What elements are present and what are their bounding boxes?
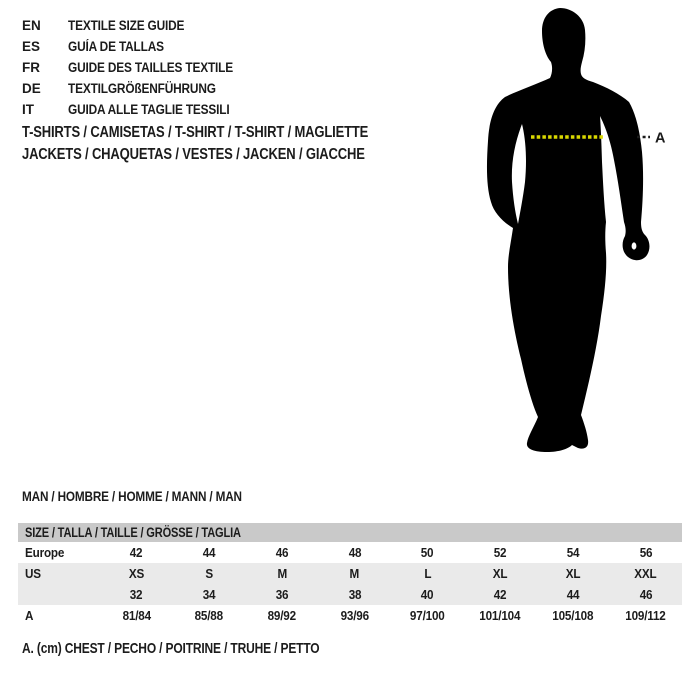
row-label: Europe bbox=[25, 545, 65, 560]
size-table bbox=[18, 523, 682, 626]
language-row-fr bbox=[22, 57, 256, 78]
table-row-chest-a: A 81/84 85/88 89/92 93/96 97/100 101/104 105/108 109/112 bbox=[18, 605, 682, 626]
size-table-header: SIZE / TALLA / TAILLE / GRÖSSE / TAGLIA bbox=[18, 523, 682, 542]
category-jackets: JACKETS / CHAQUETAS / VESTES / JACKEN / GIACCHE bbox=[22, 146, 365, 163]
man-silhouette-figure bbox=[460, 0, 700, 470]
language-list bbox=[22, 15, 256, 120]
row-label: A bbox=[25, 608, 34, 623]
guide-title-it: GUIDA ALLE TAGLIE TESSILI bbox=[68, 102, 230, 117]
measure-label-a: A bbox=[655, 130, 666, 147]
row-label: US bbox=[25, 566, 41, 581]
table-row-alt-sizes: 32 34 36 38 40 42 44 46 bbox=[18, 584, 682, 605]
language-code: FR bbox=[22, 60, 40, 75]
language-code: DE bbox=[22, 81, 41, 96]
guide-title-en: TEXTILE SIZE GUIDE bbox=[68, 18, 185, 33]
man-silhouette bbox=[487, 8, 650, 452]
guide-title-de: TEXTILGRÖßENFÜHRUNG bbox=[68, 81, 216, 96]
language-code: IT bbox=[22, 102, 34, 117]
measurement-legend: A. (cm) CHEST / PECHO / POITRINE / TRUHE / PETTO bbox=[22, 640, 320, 657]
category-list bbox=[22, 122, 434, 166]
language-code: ES bbox=[22, 39, 41, 54]
row-label bbox=[18, 587, 100, 602]
hand-crease bbox=[632, 242, 637, 249]
table-row-us: US XS S M M L XL XL XXL bbox=[18, 563, 682, 584]
guide-title-es: GUÍA DE TALLAS bbox=[68, 39, 164, 54]
language-row-de bbox=[22, 78, 256, 99]
table-row-europe: Europe 42 44 46 48 50 52 54 56 bbox=[18, 542, 682, 563]
language-row-en bbox=[22, 15, 256, 36]
gender-section-title: MAN / HOMBRE / HOMME / MANN / MAN bbox=[22, 488, 242, 504]
category-tshirts: T-SHIRTS / CAMISETAS / T-SHIRT / T-SHIRT / MAGLIETTE bbox=[22, 124, 369, 141]
language-row-es bbox=[22, 36, 256, 57]
guide-title-fr: GUIDE DES TAILLES TEXTILE bbox=[68, 60, 234, 75]
language-code: EN bbox=[22, 18, 41, 33]
language-row-it bbox=[22, 99, 256, 120]
